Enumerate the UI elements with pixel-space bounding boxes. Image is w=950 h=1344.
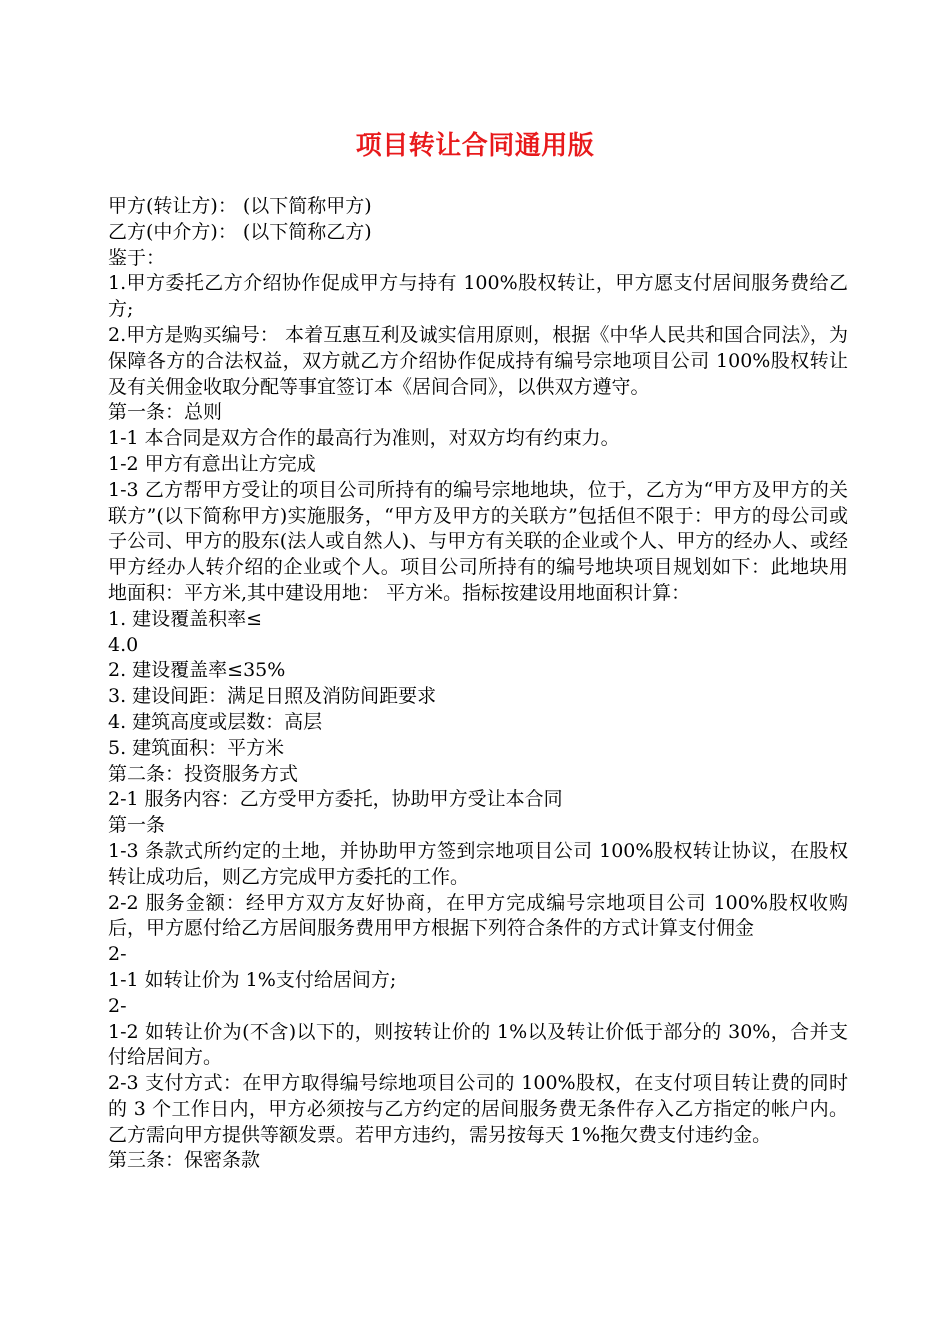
paragraph: 2-2 服务金额：经甲方双方友好协商，在甲方完成编号宗地项目公司 100%股权收购后，甲方愿付给乙方居间服务费用甲方根据下列符合条件的方式计算支付佣金	[108, 891, 848, 940]
list-item: 1. 建设覆盖积率≤	[108, 607, 263, 630]
list-item: 2. 建设覆盖率≤35%	[108, 659, 286, 682]
paragraph: 2-	[108, 943, 127, 966]
paragraph: 2-1 服务内容：乙方受甲方委托，协助甲方受让本合同	[108, 788, 563, 811]
list-item: 5. 建筑面积：平方米	[108, 736, 285, 759]
paragraph: 1-1 本合同是双方合作的最高行为准则，对双方均有约束力。	[108, 427, 620, 450]
paragraph: 1-2 如转让价为(不含)以下的，则按转让价的 1%以及转让价低于部分的 30%，合并支付给居间方。	[108, 1020, 848, 1069]
paragraph: 第一条	[108, 814, 166, 837]
paragraph: 2-	[108, 994, 127, 1017]
paragraph: 鉴于：	[108, 246, 166, 269]
section-heading: 第一条：总则	[108, 401, 223, 424]
paragraph: 1-1 如转让价为 1%支付给居间方;	[108, 968, 397, 991]
paragraph: 2.甲方是购买编号： 本着互惠互利及诚实信用原则，根据《中华人民共和国合同法》，为保障各方的合法权益，双方就乙方介绍协作促成持有编号宗地项目公司 100%股权转让及有关佣金收取分配等事宜签订本《居间合同》，以供双方遵守。	[108, 323, 848, 398]
paragraph: 1.甲方委托乙方介绍协作促成甲方与持有 100%股权转让，甲方愿支付居间服务费给乙方;	[108, 272, 848, 321]
list-item: 3. 建设间距：满足日照及消防间距要求	[108, 685, 437, 708]
paragraph: 1-2 甲方有意出让方完成	[108, 452, 316, 475]
paragraph: 4.0	[108, 633, 139, 656]
paragraph: 2-3 支付方式：在甲方取得编号综地项目公司的 100%股权，在支付项目转让费的同时的 3 个工作日内，甲方必须按与乙方约定的居间服务费无条件存入乙方指定的帐户内。乙方需向甲方提供等额发票。若甲方违约，需另按每天 1%拖欠费支付违约金。	[108, 1072, 848, 1146]
paragraph: 甲方(转让方)： (以下简称甲方)	[108, 195, 372, 217]
paragraph: 乙方(中介方)： (以下简称乙方)	[108, 220, 372, 243]
paragraph: 1-3 条款式所约定的土地，并协助甲方签到宗地项目公司 100%股权转让协议，在股权转让成功后，则乙方完成甲方委托的工作。	[108, 839, 848, 888]
section-heading: 第三条：保密条款	[108, 1149, 261, 1172]
document-title: 项目转让合同通用版	[355, 131, 595, 161]
document-body	[108, 194, 848, 1174]
paragraph: 1-3 乙方帮甲方受让的项目公司所持有的编号宗地地块，位于，乙方为“甲方及甲方的关联方”(以下简称甲方)实施服务，“甲方及甲方的关联方”包括但不限于：甲方的母公司或子公司、甲方的股东(法人或自然人)、与甲方有关联的企业或个人、甲方的经办人、或经甲方经办人转介绍的企业或个人。项目公司所持有的编号地块项目规划如下：此地块用地面积：平方米,其中建设用地： 平方米。指标按建设用地面积计算：	[108, 478, 848, 604]
section-heading: 第二条：投资服务方式	[108, 762, 299, 785]
list-item: 4. 建筑高度或层数：高层	[108, 710, 323, 733]
